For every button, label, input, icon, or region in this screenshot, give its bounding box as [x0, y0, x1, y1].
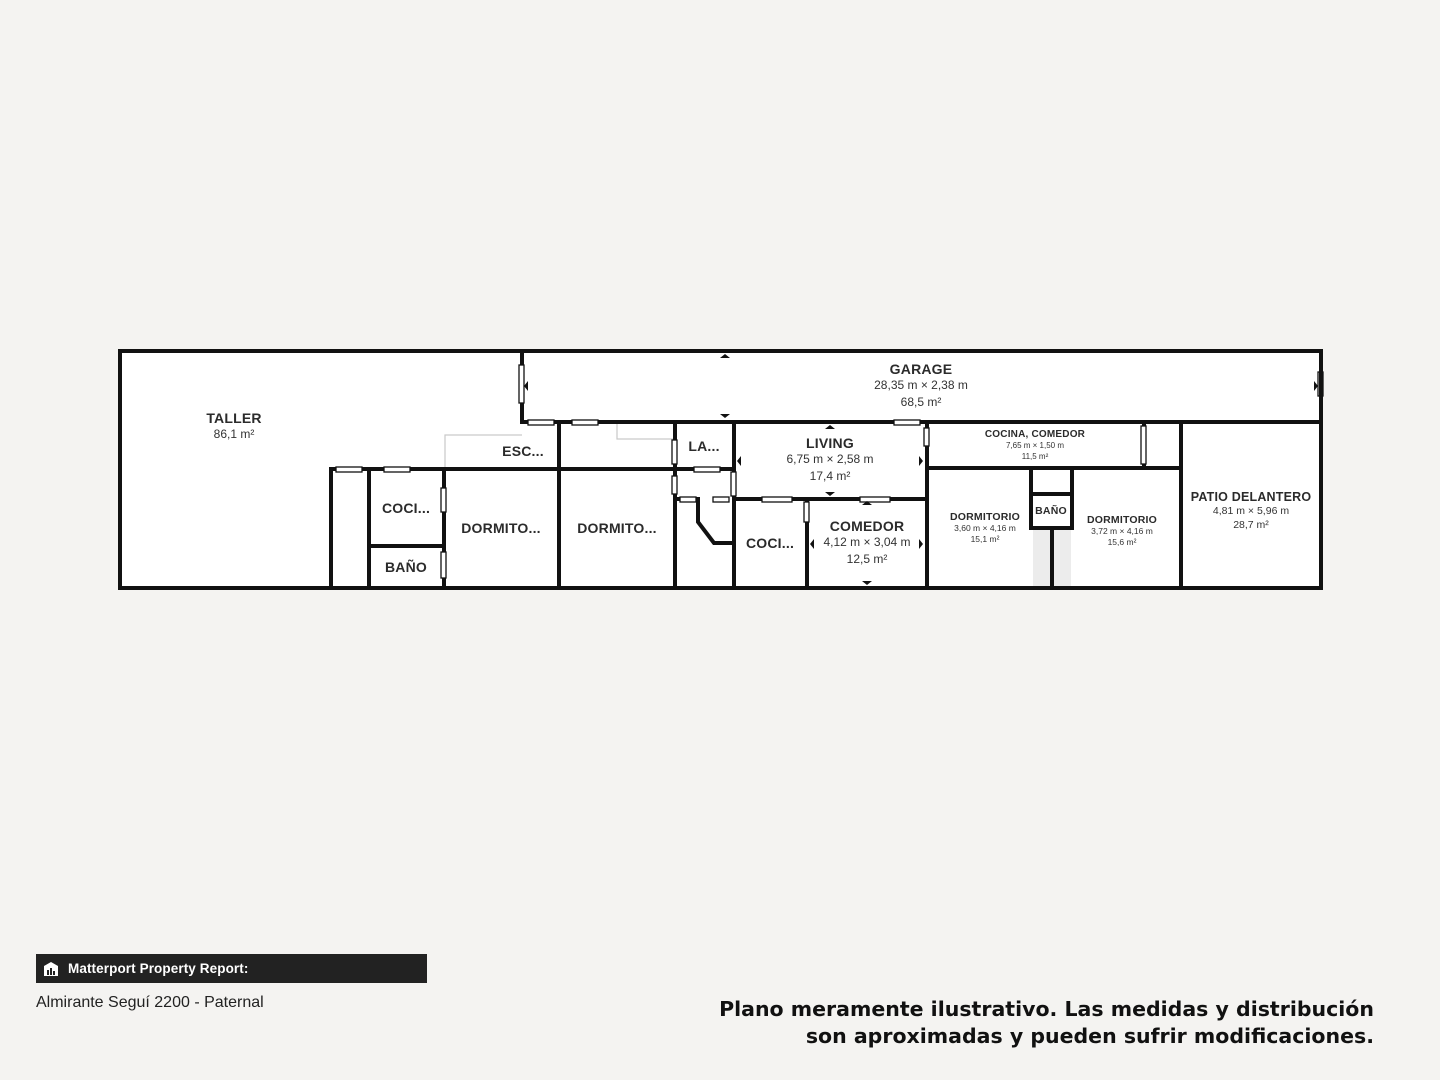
- room-dims: 28,35 m × 2,38 m: [874, 378, 968, 392]
- room-name: LA...: [688, 438, 720, 454]
- disclaimer-line-1: Plano meramente ilustrativo. Las medidas y distribución: [719, 997, 1374, 1021]
- disclaimer-line-2: son aproximadas y pueden sufrir modificaciones.: [805, 1024, 1374, 1048]
- room-area: 15,1 m²: [970, 534, 1000, 544]
- room-name: TALLER: [206, 410, 262, 426]
- room-coci-2: [746, 535, 794, 551]
- room-area: 17,4 m²: [809, 469, 851, 483]
- room-taller: [206, 410, 261, 443]
- room-dims: 6,75 m × 2,58 m: [786, 452, 874, 466]
- room-cocina-comedor: [985, 429, 1085, 462]
- room-la: [688, 438, 719, 454]
- room-garage: [874, 361, 968, 411]
- room-patio-delantero: [1191, 490, 1312, 532]
- room-dormitorio-2: [1087, 514, 1157, 548]
- room-comedor: [823, 518, 910, 568]
- room-dormitorio-1: [950, 511, 1020, 545]
- room-coci-1: [382, 500, 430, 516]
- room-area: 86,1 m²: [213, 427, 255, 441]
- room-name: PATIO DELANTERO: [1190, 490, 1312, 504]
- room-bano-2: [1035, 505, 1067, 517]
- room-area: 28,7 m²: [1233, 519, 1269, 531]
- room-area: 68,5 m²: [900, 395, 942, 409]
- room-name: LIVING: [806, 435, 854, 451]
- report-header-bar: [36, 954, 427, 983]
- room-dims: 4,12 m × 3,04 m: [823, 535, 911, 549]
- room-name: DORMITORIO: [949, 511, 1021, 523]
- room-area: 15,6 m²: [1107, 537, 1137, 547]
- room-name: COCINA, COMEDOR: [984, 429, 1086, 440]
- room-dims: 4,81 m × 5,96 m: [1212, 505, 1290, 517]
- room-living: [786, 435, 873, 485]
- room-name: BAÑO: [384, 559, 428, 575]
- room-dormito-1: [461, 520, 541, 536]
- room-name: GARAGE: [889, 361, 953, 377]
- disclaimer: [719, 996, 1374, 1050]
- report-title: Matterport Property Report:: [68, 961, 249, 976]
- room-bano-1: [385, 559, 427, 575]
- room-name: COMEDOR: [829, 518, 905, 534]
- room-esc: [502, 443, 544, 459]
- room-name: ESC...: [502, 443, 544, 459]
- room-name: DORMITO...: [461, 520, 541, 536]
- room-dims: 7,65 m × 1,50 m: [1005, 441, 1065, 450]
- room-name: BAÑO: [1035, 505, 1067, 517]
- property-address: Almirante Seguí 2200 - Paternal: [36, 994, 264, 1011]
- room-name: COCI...: [381, 500, 431, 516]
- room-area: 12,5 m²: [846, 552, 888, 566]
- room-dims: 3,72 m × 4,16 m: [1091, 526, 1153, 536]
- room-name: DORMITORIO: [1086, 514, 1158, 526]
- room-dormito-2: [577, 520, 657, 536]
- room-area: 11,5 m²: [1021, 452, 1049, 461]
- room-dims: 3,60 m × 4,16 m: [954, 523, 1016, 533]
- room-name: COCI...: [745, 535, 795, 551]
- room-name: DORMITO...: [577, 520, 657, 536]
- building-chart-icon: [42, 960, 60, 978]
